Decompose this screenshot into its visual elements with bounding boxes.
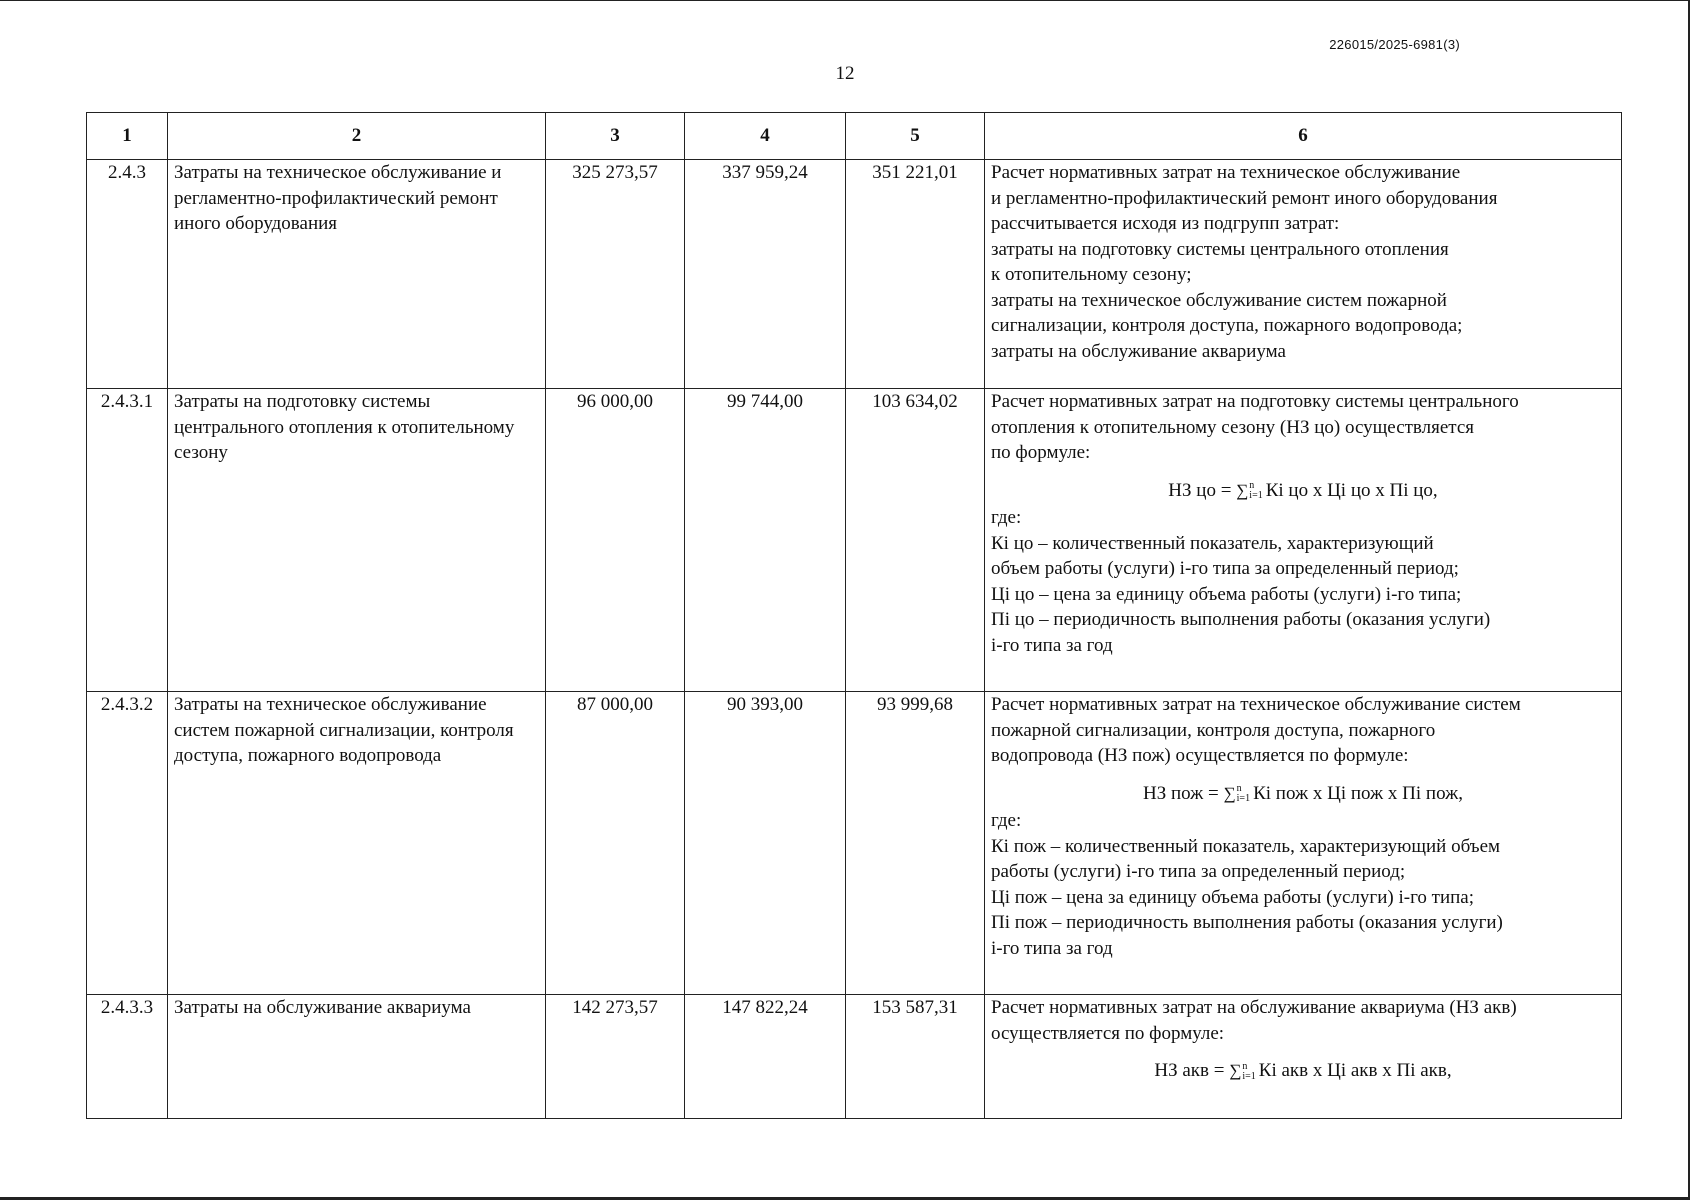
row-value-col3: 142 273,57 [546, 995, 685, 1119]
row-name: Затраты на подготовку системы центрального отопления к отопительному сезону [168, 389, 546, 692]
description-line: Ці пож – цена за единицу объема работы (услуги) і-го типа; [991, 886, 1474, 908]
description-line: затраты на обслуживание аквариума [991, 340, 1286, 362]
row-value-col3: 87 000,00 [546, 692, 685, 995]
description-line: Кі цо – количественный показатель, характеризующий [991, 532, 1434, 554]
description-line: Расчет нормативных затрат на техническое обслуживание [991, 162, 1461, 183]
row-value-col4: 337 959,24 [685, 160, 846, 389]
description-line: Кі пож – количественный показатель, характеризующий объем [991, 835, 1501, 857]
scan-edge-top [0, 0, 1690, 1]
formula-lhs: НЗ пож = [1143, 782, 1224, 804]
row-value-col4: 90 393,00 [685, 692, 846, 995]
row-code: 2.4.3.1 [87, 389, 168, 692]
formula [991, 478, 1615, 504]
description-line: отопления к отопительному сезону (НЗ цо) осуществляется [991, 416, 1475, 438]
column-header: 4 [685, 113, 846, 160]
row-name: Затраты на обслуживание аквариума [168, 995, 546, 1119]
row-name: Затраты на техническое обслуживание и регламентно-профилактический ремонт иного оборудования [168, 160, 546, 389]
sum-upper-limit: n [1236, 783, 1242, 795]
row-value-col3: 325 273,57 [546, 160, 685, 389]
formula [991, 781, 1615, 807]
row-value-col5: 103 634,02 [846, 389, 985, 692]
column-header: 6 [985, 113, 1622, 160]
description-line: сигнализации, контроля доступа, пожарного водопровода; [991, 315, 1463, 336]
description-line: осуществляется по формуле: [991, 1022, 1225, 1044]
formula [991, 1058, 1615, 1084]
description-line: и регламентно-профилактический ремонт иного оборудования [991, 187, 1498, 209]
description-line: Расчет нормативных затрат на техническое обслуживание систем [991, 694, 1521, 715]
column-header: 1 [87, 113, 168, 160]
row-value-col4: 147 822,24 [685, 995, 846, 1119]
table-row [87, 160, 1622, 389]
table-row [87, 389, 1622, 692]
description-line: где: [991, 507, 1022, 528]
table-row [87, 995, 1622, 1119]
description-line: где: [991, 810, 1022, 831]
sum-limits [1249, 481, 1262, 501]
table-row [87, 692, 1622, 995]
row-description [985, 995, 1622, 1119]
row-description [985, 692, 1622, 995]
sum-lower-limit: i=1 [1242, 1070, 1256, 1082]
description-line: і-го типа за год [991, 937, 1113, 959]
sum-lower-limit: i=1 [1249, 490, 1263, 502]
description-line: объем работы (услуги) і-го типа за определенный период; [991, 558, 1459, 579]
description-line: Расчет нормативных затрат на обслуживание аквариума (НЗ акв) [991, 997, 1517, 1018]
description-line: Расчет нормативных затрат на подготовку системы центрального [991, 391, 1519, 412]
table-header-row [87, 113, 1622, 160]
description-line: к отопительному сезону; [991, 264, 1192, 285]
description-line: по формуле: [991, 442, 1091, 463]
sum-limits [1242, 1062, 1255, 1082]
row-value-col5: 351 221,01 [846, 160, 985, 389]
budget-table [86, 112, 1622, 1119]
column-header: 3 [546, 113, 685, 160]
sum-lower-limit: i=1 [1236, 793, 1251, 805]
column-header: 2 [168, 113, 546, 160]
formula-lhs: НЗ цо = [1168, 479, 1237, 501]
description-line: работы (услуги) і-го типа за определенный период; [991, 861, 1406, 882]
row-name: Затраты на техническое обслуживание систем пожарной сигнализации, контроля доступа, пожарного водопровода [168, 692, 546, 995]
sum-upper-limit: n [1242, 1060, 1248, 1072]
description-line: затраты на подготовку системы центрального отопления [991, 238, 1449, 260]
row-value-col3: 96 000,00 [546, 389, 685, 692]
page-number: 12 [835, 63, 855, 84]
sum-symbol: ∑ [1223, 783, 1236, 803]
row-value-col4: 99 744,00 [685, 389, 846, 692]
description-line: і-го типа за год [991, 634, 1113, 656]
formula-lhs: НЗ акв = [1154, 1060, 1230, 1081]
description-line: Пі пож – периодичность выполнения работы (оказания услуги) [991, 912, 1503, 933]
sum-upper-limit: n [1249, 480, 1255, 492]
sum-symbol: ∑ [1229, 1061, 1242, 1080]
description-line: водопровода (НЗ пож) осуществляется по формуле: [991, 745, 1409, 766]
formula-rhs: Кі пож x Ці пож x Пі пож, [1253, 782, 1463, 804]
description-line: пожарной сигнализации, контроля доступа, пожарного [991, 719, 1436, 741]
sum-limits [1237, 784, 1250, 804]
formula-rhs: Кі цо x Ці цо x Пі цо, [1265, 479, 1438, 501]
description-line: Пі цо – периодичность выполнения работы (оказания услуги) [991, 609, 1491, 630]
formula-rhs: Кі акв x Ці акв x Пі акв, [1258, 1060, 1452, 1081]
row-description [985, 160, 1622, 389]
row-code: 2.4.3.3 [87, 995, 168, 1119]
row-code: 2.4.3 [87, 160, 168, 389]
sum-symbol: ∑ [1236, 480, 1249, 500]
description-line: Ці цо – цена за единицу объема работы (услуги) і-го типа; [991, 583, 1462, 605]
description-line: рассчитывается исходя из подгрупп затрат: [991, 213, 1340, 234]
column-header: 5 [846, 113, 985, 160]
row-code: 2.4.3.2 [87, 692, 168, 995]
row-value-col5: 153 587,31 [846, 995, 985, 1119]
document-number: 226015/2025-6981(3) [1329, 37, 1460, 52]
row-value-col5: 93 999,68 [846, 692, 985, 995]
row-description [985, 389, 1622, 692]
description-line: затраты на техническое обслуживание систем пожарной [991, 289, 1447, 311]
